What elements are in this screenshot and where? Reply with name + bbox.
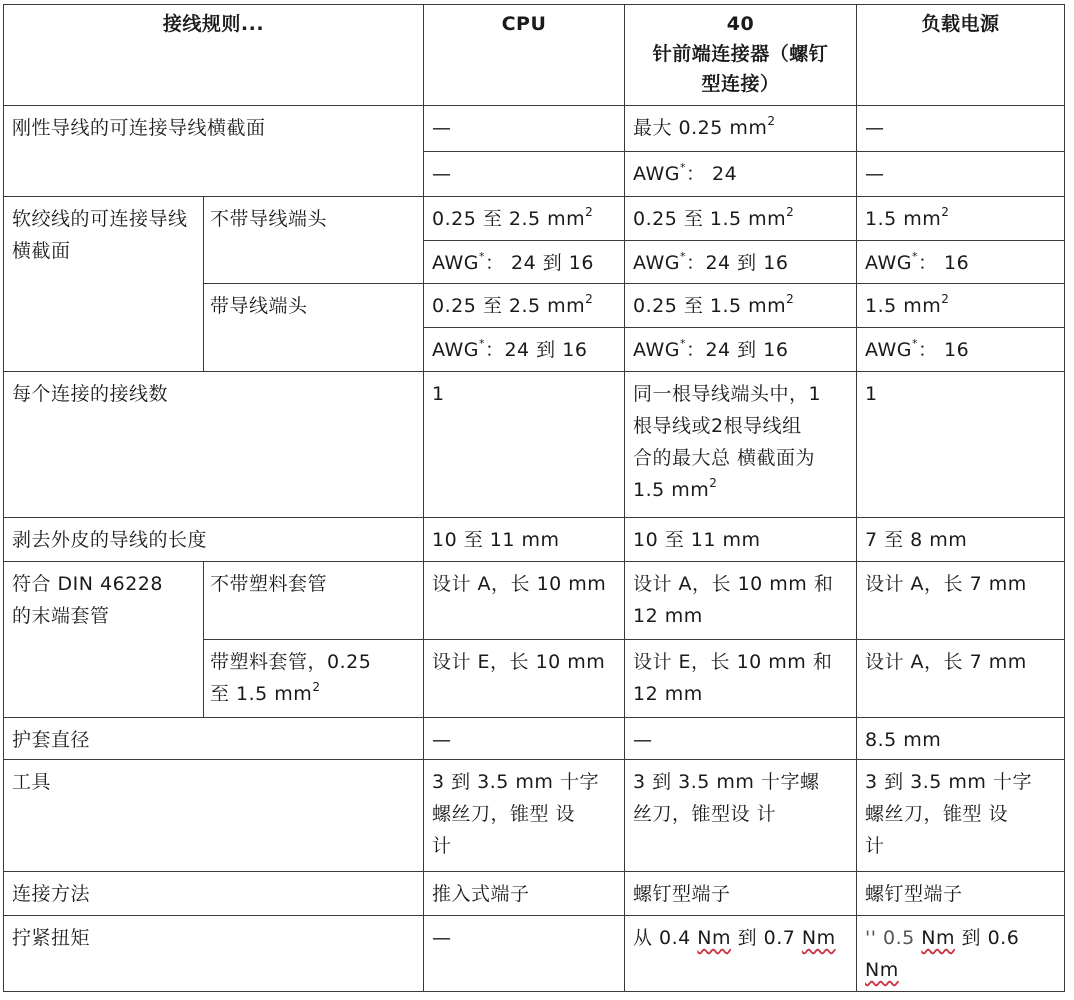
- end-sleeve-np-cpu: 设计 A，长 10 mm: [424, 562, 625, 640]
- end-sleeve-with-plastic-label: 带塑料套管，0.25 至 1.5 $mm^2$: [204, 640, 424, 718]
- end-sleeve-label: 符合 DIN 46228 的末端套管: [4, 562, 204, 718]
- header-connector-line3: 型连接）: [701, 73, 780, 95]
- connection-method-connector: 螺钉型端子: [625, 872, 857, 916]
- connection-method-label: 连接方法: [4, 872, 424, 916]
- per-connection-label: 每个连接的接线数: [4, 372, 424, 518]
- flex-nf-cpu-1: 0.25 至 2.5 $mm^2$: [424, 197, 625, 241]
- end-sleeve-np-connector: 设计 A，长 10 mm 和 12 mm: [625, 562, 857, 640]
- strip-length-label: 剥去外皮的导线的长度: [4, 518, 424, 562]
- strip-length-connector: 10 至 11 mm: [625, 518, 857, 562]
- torque-power: '' 0.5 Nm 到 0.6 Nm: [857, 916, 1065, 992]
- sheath-diameter-cpu: —: [424, 718, 625, 760]
- end-sleeve-wp-power: 设计 A，长 7 mm: [857, 640, 1065, 718]
- tool-power: 3 到 3.5 mm 十字 螺丝刀，锥型 设 计: [857, 760, 1065, 872]
- wiring-rules-table: [3, 4, 1065, 992]
- header-rule: 接线规则...: [4, 5, 424, 106]
- sheath-diameter-connector: —: [625, 718, 857, 760]
- strip-length-power: 7 至 8 mm: [857, 518, 1065, 562]
- flex-nf-power-1: 1.5 $mm^2$: [857, 197, 1065, 241]
- sheath-diameter-label: 护套直径: [4, 718, 424, 760]
- table-row: [4, 760, 1065, 872]
- flex-nf-cpu-2: AWG*： 24 到 16: [424, 241, 625, 284]
- rigid-power-1: —: [857, 106, 1065, 152]
- end-sleeve-no-plastic-label: 不带塑料套管: [204, 562, 424, 640]
- flex-wf-cpu-1: 0.25 至 2.5 $mm^2$: [424, 284, 625, 328]
- rigid-connector-1: 最大 0.25 $mm^2$: [625, 106, 857, 152]
- flex-wire-label: 软绞线的可连接导线横截面: [4, 197, 204, 372]
- end-sleeve-np-power: 设计 A，长 7 mm: [857, 562, 1065, 640]
- flex-wf-connector-2: AWG*：24 到 16: [625, 328, 857, 372]
- flex-wf-power-1: 1.5 $mm^2$: [857, 284, 1065, 328]
- strip-length-cpu: 10 至 11 mm: [424, 518, 625, 562]
- table-row: [4, 562, 1065, 640]
- rigid-wire-label: 刚性导线的可连接导线横截面: [4, 106, 424, 197]
- rigid-cpu-2: —: [424, 152, 625, 197]
- tool-cpu: 3 到 3.5 mm 十字 螺丝刀，锥型 设 计: [424, 760, 625, 872]
- connection-method-power: 螺钉型端子: [857, 872, 1065, 916]
- table-row: [4, 372, 1065, 518]
- connection-method-cpu: 推入式端子: [424, 872, 625, 916]
- table-row: [4, 872, 1065, 916]
- sheath-diameter-power: 8.5 mm: [857, 718, 1065, 760]
- table-row: [4, 916, 1065, 992]
- flex-wf-cpu-2: AWG*：24 到 16: [424, 328, 625, 372]
- rigid-connector-2: AWG*： 24: [625, 152, 857, 197]
- per-connection-connector: 同一根导线端头中，1 根导线或2根导线组 合的最大总 横截面为 1.5 $mm^2$: [625, 372, 857, 518]
- header-power-supply: 负载电源: [857, 5, 1065, 106]
- header-row: [4, 5, 1065, 106]
- flex-wf-connector-1: 0.25 至 1.5 $mm^2$: [625, 284, 857, 328]
- flex-wf-power-2: AWG*： 16: [857, 328, 1065, 372]
- header-cpu: CPU: [424, 5, 625, 106]
- end-sleeve-wp-cpu: 设计 E，长 10 mm: [424, 640, 625, 718]
- per-connection-power: 1: [857, 372, 1065, 518]
- header-connector-line1: 40: [726, 13, 755, 35]
- tool-label: 工具: [4, 760, 424, 872]
- flex-nf-connector-2: AWG*：24 到 16: [625, 241, 857, 284]
- per-connection-cpu: 1: [424, 372, 625, 518]
- table-row: [4, 518, 1065, 562]
- table-row: [4, 197, 1065, 241]
- table-row: [4, 106, 1065, 152]
- flex-nf-power-2: AWG*： 16: [857, 241, 1065, 284]
- flex-nf-connector-1: 0.25 至 1.5 $mm^2$: [625, 197, 857, 241]
- tool-connector: 3 到 3.5 mm 十字螺 丝刀，锥型设 计: [625, 760, 857, 872]
- flex-no-ferrule-label: 不带导线端头: [204, 197, 424, 284]
- torque-connector: 从 0.4 Nm 到 0.7 Nm: [625, 916, 857, 992]
- header-connector: [625, 5, 857, 106]
- end-sleeve-wp-connector: 设计 E，长 10 mm 和 12 mm: [625, 640, 857, 718]
- table-row: [4, 718, 1065, 760]
- torque-cpu: —: [424, 916, 625, 992]
- rigid-cpu-1: —: [424, 106, 625, 152]
- flex-with-ferrule-label: 带导线端头: [204, 284, 424, 372]
- rigid-power-2: —: [857, 152, 1065, 197]
- header-connector-line2: 针前端连接器（螺钉: [652, 43, 829, 65]
- torque-label: 拧紧扭矩: [4, 916, 424, 992]
